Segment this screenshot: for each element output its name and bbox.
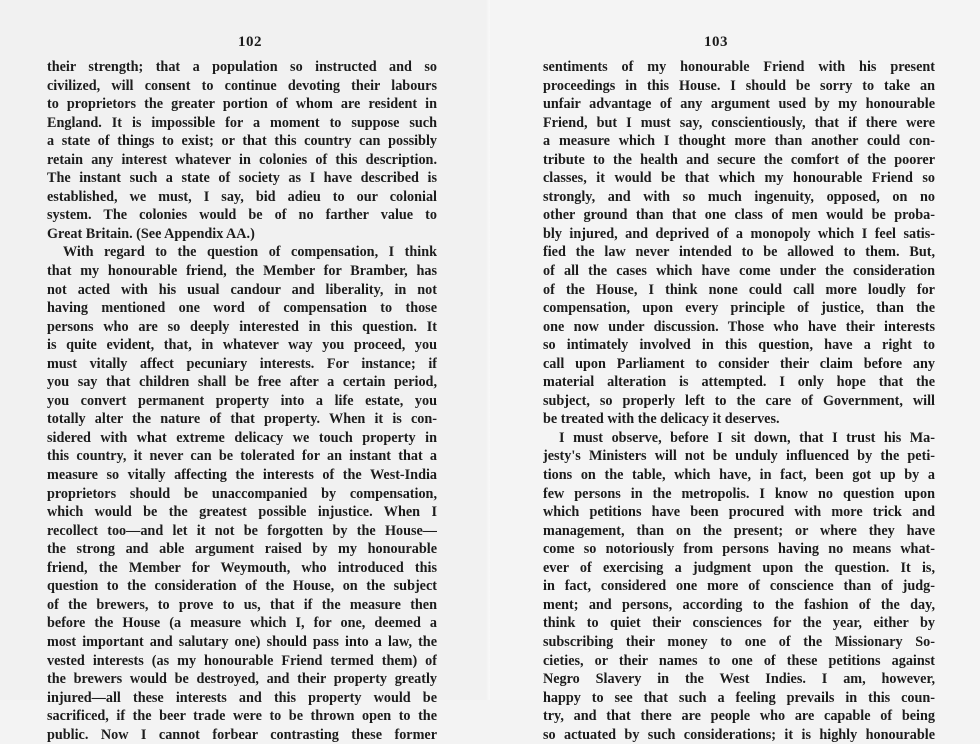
text-line: few persons in the metropolis. I know no question upon (543, 485, 935, 502)
text-line: the brewers would be destroyed, and their property greatly (47, 671, 437, 688)
text-line: ever of exercising a judgment upon the question. It is, (543, 559, 935, 576)
text-line: management, than on the present; or where they have (543, 522, 935, 539)
text-line: the strong and able argument raised by my honourable (47, 541, 437, 558)
text-line: ment; and persons, according to the fashion of the day, (543, 596, 935, 613)
text-line: think to quiet their consciences for the year, either by (543, 615, 935, 632)
text-line: vested interests (as my honourable Friend termed them) of (47, 652, 437, 669)
text-line: a state of things to exist; or that this country can possibly (47, 133, 437, 150)
text-line: Great Britain. (See Appendix AA.) (47, 225, 255, 242)
text-line: before the House (a measure which I, for one, deemed a (47, 615, 437, 632)
text-line: sidered with what extreme delicacy we touch property in (47, 429, 437, 446)
text-line: bly injured, and deprived of a monopoly which I feel satis- (543, 225, 935, 242)
text-line: a measure which I thought more than another could con- (543, 133, 935, 150)
text-line: proprietors should be unaccompanied by compensation, (47, 485, 437, 502)
text-line: to proprietors the greater portion of whom are resident in (47, 96, 437, 113)
text-line: retain any interest whatever in colonies of this description. (47, 151, 437, 168)
text-line: of the House, I think none could call more loudly for (543, 281, 935, 298)
text-line: that my honourable friend, the Member for Bramber, has (47, 263, 437, 280)
text-line: established, we must, I say, bid adieu to our colonial (47, 188, 437, 205)
text-line: having mentioned one word of compensation to those (47, 300, 437, 317)
text-line: which would be the greatest possible injustice. When I (47, 504, 437, 521)
text-line: totally alter the nature of that property. When it is con- (47, 411, 437, 428)
text-line: happy to see that such a feeling prevails in this coun- (543, 689, 935, 706)
text-line: system. The colonies would be of no farther value to (47, 207, 437, 224)
text-line: this country, it never can be tolerated for an instant that a (47, 448, 437, 465)
text-line: material alteration is attempted. I only hope that the (543, 374, 935, 391)
text-line: you say that children shall be free after a certain period, (47, 374, 437, 391)
text-line: strongly, and with so much ingenuity, opposed, on no (543, 188, 935, 205)
text-line: come so notoriously from persons having no means what- (543, 541, 935, 558)
text-line: so actuated by such considerations; it is highly honourable (543, 726, 935, 743)
text-line: recollect too—and let it not be forgotten by the House— (47, 522, 437, 539)
text-line: not acted with his usual candour and liberality, in not (47, 281, 437, 298)
text-line: most important and salutary one) should pass into a law, the (47, 633, 437, 650)
page-text (543, 58, 935, 744)
page-text (47, 58, 437, 744)
text-line: sentiments of my honourable Friend with his present (543, 59, 935, 75)
text-line: tions on the table, which have, in fact, been got up by a (543, 467, 935, 484)
text-line: persons who are so deeply interested in this question. It (47, 318, 437, 335)
text-line: jesty's Ministers will not be unduly influenced by the peti- (543, 448, 935, 465)
text-line: subject, so properly left to the care of Government, will (543, 392, 935, 409)
text-line: of all the cases which have come under the consideration (543, 263, 935, 280)
text-line: which petitions have been procured with more trick and (543, 504, 935, 521)
text-line: Negro Slavery in the West Indies. I am, however, (543, 671, 935, 688)
page-number: 102 (238, 34, 262, 50)
text-line: so intimately involved in this question, have a right to (543, 337, 935, 354)
text-line: unfair advantage of any argument used by my honourable (543, 96, 935, 113)
text-line: civilized, will consent to continue devoting their labours (47, 77, 437, 94)
text-line: classes, it would be that which my honourable Friend so (543, 170, 935, 187)
text-line: be treated with the delicacy it deserves. (543, 411, 780, 428)
text-line: try, and that there are people who are capable of being (543, 708, 935, 725)
text-line: The instant such a state of society as I have described is (47, 170, 437, 187)
left-page (0, 0, 490, 743)
text-line: Friend, but I must say, conscientiously, that if there were (543, 114, 935, 131)
text-line: proceedings in this House. I should be sorry to take an (543, 77, 935, 94)
text-line: cieties, or their names to one of these petitions against (543, 652, 935, 669)
text-line: England. It is impossible for a moment to suppose such (47, 114, 437, 131)
text-line: public. Now I cannot forbear contrasting these former (47, 726, 437, 743)
text-line: question to the consideration of the House, on the subject (47, 578, 437, 595)
page-number: 103 (704, 34, 728, 50)
text-line: With regard to the question of compensation, I think (63, 244, 437, 261)
text-line: subscribing their money to one of the Missionary So- (543, 633, 935, 650)
text-line: fied the law never intended to be allowed to them. But, (543, 244, 935, 261)
text-line: their strength; that a population so instructed and so (47, 59, 437, 75)
right-page (490, 0, 980, 743)
text-line: you convert permanent property into a life estate, you (47, 392, 437, 409)
text-line: in fact, considered one more of conscience than of judg- (543, 578, 935, 595)
text-line: I must observe, before I sit down, that I trust his Ma- (559, 429, 935, 446)
text-line: tribute to the health and secure the comfort of the poorer (543, 151, 935, 168)
text-line: is quite evident, that, in whatever way you proceed, you (47, 337, 437, 354)
text-line: sacrificed, if the beer trade were to be thrown open to the (47, 708, 437, 725)
text-line: compensation, upon every principle of justice, than the (543, 300, 935, 317)
text-line: friend, the Member for Weymouth, who introduced this (47, 559, 437, 576)
text-line: measure so vitally affecting the interests of the West-India (47, 467, 437, 484)
text-line: injured—all these interests and this property would be (47, 689, 437, 706)
text-line: of the brewers, to prove to us, that if the measure then (47, 596, 437, 613)
text-line: call upon Parliament to consider their claim before any (543, 355, 935, 372)
text-line: one now under discussion. Those who have their interests (543, 318, 935, 335)
text-line: must vitally affect pecuniary interests. For instance; if (47, 355, 437, 372)
text-line: other ground than that one class of men would be proba- (543, 207, 935, 224)
